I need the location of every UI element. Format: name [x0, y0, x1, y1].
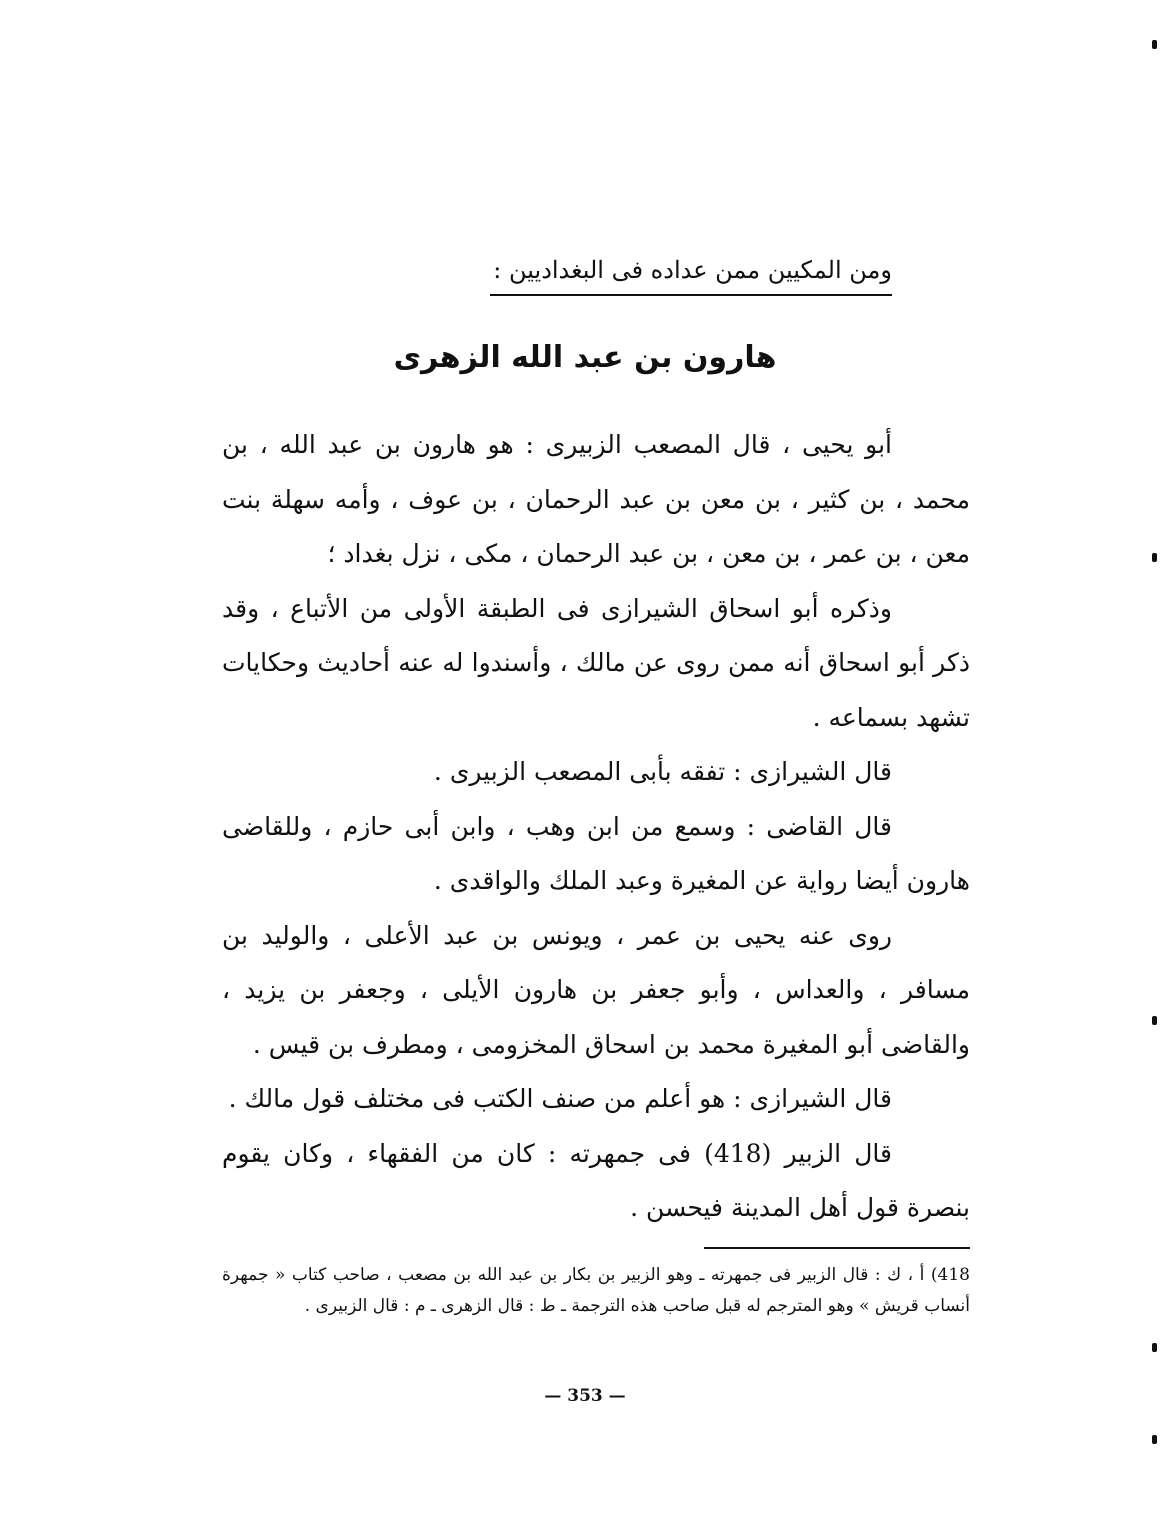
paragraph-qadi: قال القاضى : وسمع من ابن وهب ، وابن أبى حازم ، وللقاضى هارون أيضا رواية عن المغيرة وعبد الملك والواقدى . — [222, 811, 970, 895]
paragraph-zubayr: قال الزبير (418) فى جمهرته : كان من الفقهاء ، وكان يقوم بنصرة قول أهل المدينة فيحسن . — [222, 1138, 970, 1222]
scan-mark — [1152, 1343, 1157, 1352]
scan-mark — [1152, 553, 1157, 562]
page-number: — 353 — — [544, 1386, 626, 1406]
entry-body — [222, 418, 970, 1236]
footnote-divider — [704, 1247, 970, 1249]
paragraph-lineage: أبو يحيى ، قال المصعب الزبيرى : هو هارون بن عبد الله ، بن محمد ، بن كثير ، بن معن بن عبد الرحمان ، بن عوف ، وأمه سهلة بنت معن ، بن عمر ، بن معن ، بن عبد الرحمان ، مكى ، نزل بغداد ؛ — [222, 430, 970, 568]
footnote: 418) أ ، ك : قال الزبير فى جمهرته ـ وهو الزبير بن بكار بن عبد الله بن مصعب ، صاحب كتاب « جمهرة أنساب قريش » وهو المترجم له قبل صاحب هذه الترجمة ـ ط : قال الزهرى ـ م : قال الزبيرى . — [222, 1265, 970, 1316]
scan-mark — [1152, 1435, 1157, 1444]
entry-title: هارون بن عبد الله الزهرى — [393, 340, 777, 375]
paragraph-shirazi-mention: وذكره أبو اسحاق الشيرازى فى الطبقة الأولى من الأتباع ، وقد ذكر أبو اسحاق أنه ممن روى عن مالك ، وأسندوا له عنه أحاديث وحكايات تشهد بسماعه . — [222, 593, 970, 732]
scan-mark — [1152, 1016, 1157, 1025]
paragraph-narrators: روى عنه يحيى بن عمر ، ويونس بن عبد الأعلى ، والوليد بن مسافر ، والعداس ، وأبو جعفر بن هارون الأيلى ، وجعفر بن يزيد ، والقاضى أبو المغيرة محمد بن اسحاق المخزومى ، ومطرف بن قيس . — [222, 920, 970, 1059]
paragraph-shirazi-alam: قال الشيرازى : هو أعلم من صنف الكتب فى مختلف قول مالك . — [228, 1084, 892, 1113]
paragraph-shirazi-tafaqquh: قال الشيرازى : تفقه بأبى المصعب الزبيرى . — [433, 757, 892, 786]
scan-mark — [1152, 40, 1157, 49]
section-heading: ومن المكيين ممن عداده فى البغداديين : — [490, 252, 892, 296]
